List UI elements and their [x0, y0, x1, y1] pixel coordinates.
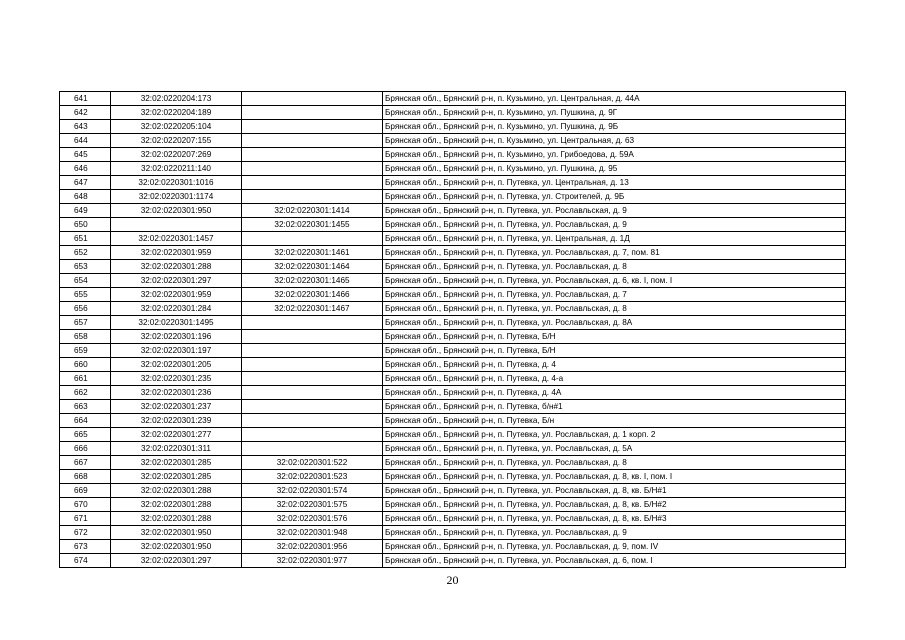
- row-number-cell: 672: [60, 526, 111, 540]
- cadastral-number-cell: [111, 218, 242, 232]
- cadastral-number-cell: 32:02:0220207:155: [111, 134, 242, 148]
- cadastral-number-cell: 32:02:0220204:173: [111, 92, 242, 106]
- table-row: [60, 92, 846, 106]
- table-row: [60, 162, 846, 176]
- cadastral-number-cell: 32:02:0220301:284: [111, 302, 242, 316]
- cadastral-number-cell: 32:02:0220301:237: [111, 400, 242, 414]
- table-row: [60, 120, 846, 134]
- cadastral-number-cell: 32:02:0220301:288: [111, 498, 242, 512]
- address-cell: Брянская обл., Брянский р-н, п. Путевка, Б/Н: [383, 330, 846, 344]
- address-cell: Брянская обл., Брянский р-н, п. Путевка, ул. Рославльская, д. 7, пом. 81: [383, 246, 846, 260]
- cadastral-number-cell: 32:02:0220301:950: [111, 204, 242, 218]
- table-row: [60, 554, 846, 568]
- parcel-cadastral-number-cell: [242, 148, 383, 162]
- row-number-cell: 650: [60, 218, 111, 232]
- table-row: [60, 148, 846, 162]
- address-cell: Брянская обл., Брянский р-н, п. Путевка, ул. Рославльская, д. 9: [383, 204, 846, 218]
- row-number-cell: 663: [60, 400, 111, 414]
- cadastral-number-cell: 32:02:0220301:297: [111, 554, 242, 568]
- parcel-cadastral-number-cell: [242, 134, 383, 148]
- cadastral-number-cell: 32:02:0220207:269: [111, 148, 242, 162]
- parcel-cadastral-number-cell: 32:02:0220301:575: [242, 498, 383, 512]
- address-cell: Брянская обл., Брянский р-н, п. Кузьмино, ул. Пушкина, д. 95: [383, 162, 846, 176]
- address-cell: Брянская обл., Брянский р-н, п. Путевка, ул. Рославльская, д. 8, кв. I, пом. I: [383, 470, 846, 484]
- table-row: [60, 106, 846, 120]
- row-number-cell: 652: [60, 246, 111, 260]
- parcel-cadastral-number-cell: [242, 428, 383, 442]
- address-cell: Брянская обл., Брянский р-н, п. Путевка, ул. Рославльская, д. 1 корп. 2: [383, 428, 846, 442]
- parcel-cadastral-number-cell: [242, 232, 383, 246]
- cadastral-number-cell: 32:02:0220211:140: [111, 162, 242, 176]
- cadastral-number-cell: 32:02:0220301:297: [111, 274, 242, 288]
- cadastral-number-cell: 32:02:0220301:236: [111, 386, 242, 400]
- row-number-cell: 674: [60, 554, 111, 568]
- parcel-cadastral-number-cell: [242, 386, 383, 400]
- address-cell: Брянская обл., Брянский р-н, п. Путевка, ул. Рославльская, д. 9, пом. IV: [383, 540, 846, 554]
- table-row: [60, 512, 846, 526]
- address-cell: Брянская обл., Брянский р-н, п. Путевка, ул. Рославльская, д. 8, кв. Б/Н#3: [383, 512, 846, 526]
- row-number-cell: 661: [60, 372, 111, 386]
- parcel-cadastral-number-cell: [242, 344, 383, 358]
- address-cell: Брянская обл., Брянский р-н, п. Путевка, Б/Н: [383, 344, 846, 358]
- cadastral-number-cell: 32:02:0220301:235: [111, 372, 242, 386]
- cadastral-number-cell: 32:02:0220301:277: [111, 428, 242, 442]
- row-number-cell: 669: [60, 484, 111, 498]
- row-number-cell: 642: [60, 106, 111, 120]
- table-row: [60, 274, 846, 288]
- cadastral-number-cell: 32:02:0220301:288: [111, 260, 242, 274]
- address-cell: Брянская обл., Брянский р-н, п. Кузьмино, ул. Центральная, д. 63: [383, 134, 846, 148]
- parcel-cadastral-number-cell: [242, 442, 383, 456]
- cadastral-number-cell: 32:02:0220301:311: [111, 442, 242, 456]
- table-row: [60, 246, 846, 260]
- cadastral-number-cell: 32:02:0220301:285: [111, 456, 242, 470]
- registry-table: [59, 91, 846, 568]
- row-number-cell: 654: [60, 274, 111, 288]
- address-cell: Брянская обл., Брянский р-н, п. Путевка, б/н#1: [383, 400, 846, 414]
- parcel-cadastral-number-cell: [242, 92, 383, 106]
- address-cell: Брянская обл., Брянский р-н, п. Путевка, ул. Рославльская, д. 8, кв. Б/Н#1: [383, 484, 846, 498]
- row-number-cell: 668: [60, 470, 111, 484]
- table-row: [60, 344, 846, 358]
- cadastral-number-cell: 32:02:0220301:239: [111, 414, 242, 428]
- address-cell: Брянская обл., Брянский р-н, п. Путевка, ул. Рославльская, д. 6, кв. I, пом. I: [383, 274, 846, 288]
- address-cell: Брянская обл., Брянский р-н, п. Путевка, ул. Строителей, д. 9Б: [383, 190, 846, 204]
- table-row: [60, 400, 846, 414]
- row-number-cell: 671: [60, 512, 111, 526]
- cadastral-number-cell: 32:02:0220301:288: [111, 484, 242, 498]
- row-number-cell: 644: [60, 134, 111, 148]
- cadastral-number-cell: 32:02:0220301:950: [111, 540, 242, 554]
- parcel-cadastral-number-cell: 32:02:0220301:1414: [242, 204, 383, 218]
- table-row: [60, 372, 846, 386]
- address-cell: Брянская обл., Брянский р-н, п. Путевка, ул. Рославльская, д. 8: [383, 456, 846, 470]
- parcel-cadastral-number-cell: [242, 190, 383, 204]
- row-number-cell: 657: [60, 316, 111, 330]
- table-row: [60, 288, 846, 302]
- table-row: [60, 176, 846, 190]
- address-cell: Брянская обл., Брянский р-н, п. Путевка, д. 4А: [383, 386, 846, 400]
- cadastral-number-cell: 32:02:0220301:196: [111, 330, 242, 344]
- parcel-cadastral-number-cell: [242, 316, 383, 330]
- address-cell: Брянская обл., Брянский р-н, п. Кузьмино, ул. Центральная, д. 44А: [383, 92, 846, 106]
- row-number-cell: 673: [60, 540, 111, 554]
- parcel-cadastral-number-cell: 32:02:0220301:574: [242, 484, 383, 498]
- address-cell: Брянская обл., Брянский р-н, п. Путевка, ул. Рославльская, д. 8: [383, 302, 846, 316]
- row-number-cell: 670: [60, 498, 111, 512]
- parcel-cadastral-number-cell: 32:02:0220301:576: [242, 512, 383, 526]
- row-number-cell: 651: [60, 232, 111, 246]
- table-row: [60, 498, 846, 512]
- table-row: [60, 484, 846, 498]
- row-number-cell: 665: [60, 428, 111, 442]
- address-cell: Брянская обл., Брянский р-н, п. Путевка, ул. Рославльская, д. 8А: [383, 316, 846, 330]
- table-row: [60, 456, 846, 470]
- cadastral-number-cell: 32:02:0220301:1495: [111, 316, 242, 330]
- row-number-cell: 662: [60, 386, 111, 400]
- parcel-cadastral-number-cell: 32:02:0220301:1455: [242, 218, 383, 232]
- row-number-cell: 655: [60, 288, 111, 302]
- parcel-cadastral-number-cell: 32:02:0220301:522: [242, 456, 383, 470]
- address-cell: Брянская обл., Брянский р-н, п. Путевка, ул. Рославльская, д. 6, пом. I: [383, 554, 846, 568]
- cadastral-number-cell: 32:02:0220205:104: [111, 120, 242, 134]
- table-row: [60, 260, 846, 274]
- table-row: [60, 232, 846, 246]
- row-number-cell: 648: [60, 190, 111, 204]
- row-number-cell: 649: [60, 204, 111, 218]
- row-number-cell: 646: [60, 162, 111, 176]
- parcel-cadastral-number-cell: 32:02:0220301:948: [242, 526, 383, 540]
- table-row: [60, 428, 846, 442]
- table-row: [60, 526, 846, 540]
- address-cell: Брянская обл., Брянский р-н, п. Путевка, д. 4-а: [383, 372, 846, 386]
- parcel-cadastral-number-cell: [242, 176, 383, 190]
- cadastral-number-cell: 32:02:0220301:959: [111, 246, 242, 260]
- row-number-cell: 666: [60, 442, 111, 456]
- row-number-cell: 645: [60, 148, 111, 162]
- table-row: [60, 302, 846, 316]
- table-row: [60, 358, 846, 372]
- page-number: 20: [446, 573, 459, 587]
- table-row: [60, 414, 846, 428]
- row-number-cell: 664: [60, 414, 111, 428]
- address-cell: Брянская обл., Брянский р-н, п. Путевка, д. 4: [383, 358, 846, 372]
- cadastral-number-cell: 32:02:0220301:288: [111, 512, 242, 526]
- row-number-cell: 653: [60, 260, 111, 274]
- row-number-cell: 641: [60, 92, 111, 106]
- parcel-cadastral-number-cell: [242, 162, 383, 176]
- address-cell: Брянская обл., Брянский р-н, п. Путевка, ул. Рославльская, д. 9: [383, 218, 846, 232]
- cadastral-number-cell: 32:02:0220301:205: [111, 358, 242, 372]
- cadastral-number-cell: 32:02:0220301:950: [111, 526, 242, 540]
- cadastral-number-cell: 32:02:0220204:189: [111, 106, 242, 120]
- parcel-cadastral-number-cell: [242, 120, 383, 134]
- table-row: [60, 330, 846, 344]
- cadastral-number-cell: 32:02:0220301:285: [111, 470, 242, 484]
- address-cell: Брянская обл., Брянский р-н, п. Путевка, ул. Рославльская, д. 7: [383, 288, 846, 302]
- table-row: [60, 134, 846, 148]
- table-row: [60, 190, 846, 204]
- row-number-cell: 659: [60, 344, 111, 358]
- parcel-cadastral-number-cell: 32:02:0220301:956: [242, 540, 383, 554]
- row-number-cell: 647: [60, 176, 111, 190]
- parcel-cadastral-number-cell: 32:02:0220301:1467: [242, 302, 383, 316]
- address-cell: Брянская обл., Брянский р-н, п. Путевка, ул. Рославльская, д. 8: [383, 260, 846, 274]
- address-cell: Брянская обл., Брянский р-н, п. Кузьмино, ул. Пушкина, д. 9Г: [383, 106, 846, 120]
- address-cell: Брянская обл., Брянский р-н, п. Путевка, ул. Рославльская, д. 9: [383, 526, 846, 540]
- parcel-cadastral-number-cell: [242, 414, 383, 428]
- parcel-cadastral-number-cell: 32:02:0220301:1466: [242, 288, 383, 302]
- registry-table-body: [60, 92, 846, 568]
- table-row: [60, 386, 846, 400]
- table-row: [60, 218, 846, 232]
- parcel-cadastral-number-cell: 32:02:0220301:1464: [242, 260, 383, 274]
- address-cell: Брянская обл., Брянский р-н, п. Путевка, ул. Рославльская, д. 5А: [383, 442, 846, 456]
- cadastral-number-cell: 32:02:0220301:959: [111, 288, 242, 302]
- table-row: [60, 204, 846, 218]
- parcel-cadastral-number-cell: 32:02:0220301:1461: [242, 246, 383, 260]
- parcel-cadastral-number-cell: [242, 400, 383, 414]
- address-cell: Брянская обл., Брянский р-н, п. Путевка, ул. Рославльская, д. 8, кв. Б/Н#2: [383, 498, 846, 512]
- row-number-cell: 660: [60, 358, 111, 372]
- address-cell: Брянская обл., Брянский р-н, п. Кузьмино, ул. Пушкина, д. 9Б: [383, 120, 846, 134]
- table-row: [60, 540, 846, 554]
- address-cell: Брянская обл., Брянский р-н, п. Кузьмино, ул. Грибоедова, д. 59А: [383, 148, 846, 162]
- parcel-cadastral-number-cell: 32:02:0220301:977: [242, 554, 383, 568]
- cadastral-number-cell: 32:02:0220301:197: [111, 344, 242, 358]
- table-row: [60, 442, 846, 456]
- cadastral-number-cell: 32:02:0220301:1174: [111, 190, 242, 204]
- parcel-cadastral-number-cell: [242, 330, 383, 344]
- row-number-cell: 658: [60, 330, 111, 344]
- cadastral-number-cell: 32:02:0220301:1457: [111, 232, 242, 246]
- cadastral-number-cell: 32:02:0220301:1016: [111, 176, 242, 190]
- parcel-cadastral-number-cell: [242, 106, 383, 120]
- row-number-cell: 656: [60, 302, 111, 316]
- table-row: [60, 470, 846, 484]
- address-cell: Брянская обл., Брянский р-н, п. Путевка, ул. Центральная, д. 13: [383, 176, 846, 190]
- parcel-cadastral-number-cell: [242, 372, 383, 386]
- parcel-cadastral-number-cell: [242, 358, 383, 372]
- address-cell: Брянская обл., Брянский р-н, п. Путевка, Б/н: [383, 414, 846, 428]
- parcel-cadastral-number-cell: 32:02:0220301:1465: [242, 274, 383, 288]
- address-cell: Брянская обл., Брянский р-н, п. Путевка, ул. Центральная, д. 1Д: [383, 232, 846, 246]
- parcel-cadastral-number-cell: 32:02:0220301:523: [242, 470, 383, 484]
- row-number-cell: 643: [60, 120, 111, 134]
- table-row: [60, 316, 846, 330]
- row-number-cell: 667: [60, 456, 111, 470]
